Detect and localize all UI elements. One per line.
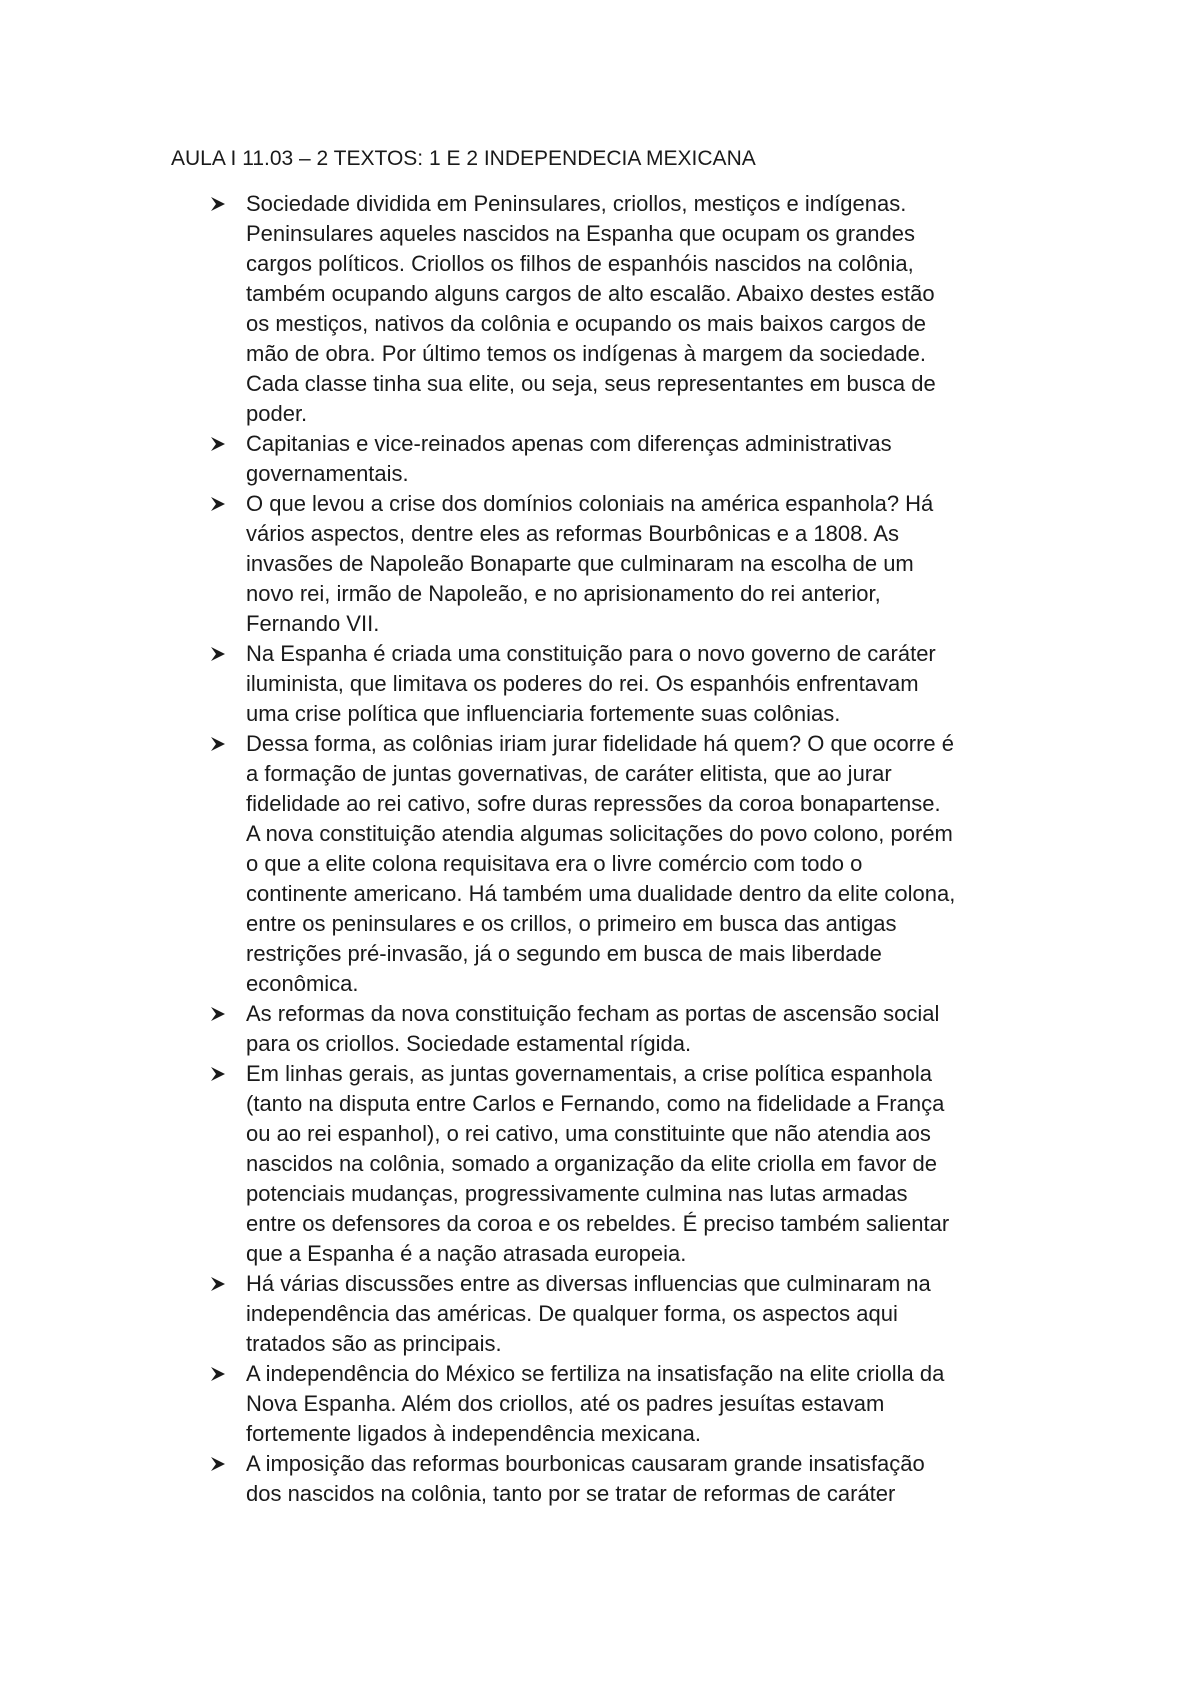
list-item-line: mão de obra. Por último temos os indígenas à margem da sociedade. xyxy=(246,341,926,366)
list-item-line: os mestiços, nativos da colônia e ocupando os mais baixos cargos de xyxy=(246,311,926,336)
list-item-line: A independência do México se fertiliza na insatisfação na elite criolla da xyxy=(246,1361,945,1386)
arrowhead-bullet-icon xyxy=(210,1006,226,1022)
list-item-line: Na Espanha é criada uma constituição para o novo governo de caráter xyxy=(246,641,936,666)
list-item-line: poder. xyxy=(246,401,308,426)
bullet-list xyxy=(210,189,1040,1509)
list-item-line: continente americano. Há também uma dualidade dentro da elite colona, xyxy=(246,881,956,906)
list-item-line: O que levou a crise dos domínios coloniais na américa espanhola? Há xyxy=(246,491,934,516)
list-item-line: uma crise política que influenciaria fortemente suas colônias. xyxy=(246,701,841,726)
list-item-line: fidelidade ao rei cativo, sofre duras repressões da coroa bonapartense. xyxy=(246,791,941,816)
list-item-line: (tanto na disputa entre Carlos e Fernando, como na fidelidade a França xyxy=(246,1091,945,1116)
list-item-line: Capitanias e vice-reinados apenas com diferenças administrativas xyxy=(246,431,892,456)
list-item-line: Dessa forma, as colônias iriam jurar fidelidade há quem? O que ocorre é xyxy=(246,731,955,756)
list-item xyxy=(210,429,1040,489)
arrowhead-bullet-icon xyxy=(210,196,226,212)
list-item-line: o que a elite colona requisitava era o livre comércio com todo o xyxy=(246,851,863,876)
list-item-line: As reformas da nova constituição fecham as portas de ascensão social xyxy=(246,1001,940,1026)
list-item-line: governamentais. xyxy=(246,461,409,486)
list-item-line: restrições pré-invasão, já o segundo em busca de mais liberdade xyxy=(246,941,882,966)
arrowhead-bullet-icon xyxy=(210,1366,226,1382)
list-item-line: Sociedade dividida em Peninsulares, criollos, mestiços e indígenas. xyxy=(246,191,907,216)
list-item-line: entre os peninsulares e os crillos, o primeiro em busca das antigas xyxy=(246,911,897,936)
list-item-line: a formação de juntas governativas, de caráter elitista, que ao jurar xyxy=(246,761,892,786)
list-item-line: para os criollos. Sociedade estamental rígida. xyxy=(246,1031,692,1056)
list-item-line: Em linhas gerais, as juntas governamentais, a crise política espanhola xyxy=(246,1061,933,1086)
list-item-line: novo rei, irmão de Napoleão, e no aprisionamento do rei anterior, xyxy=(246,581,881,606)
list-item-line: A imposição das reformas bourbonicas causaram grande insatisfação xyxy=(246,1451,925,1476)
list-item-line: econômica. xyxy=(246,971,359,996)
list-item-line: vários aspectos, dentre eles as reformas Bourbônicas e a 1808. As xyxy=(246,521,900,546)
arrowhead-bullet-icon xyxy=(210,646,226,662)
list-item-line: A nova constituição atendia algumas solicitações do povo colono, porém xyxy=(246,821,953,846)
list-item-line: dos nascidos na colônia, tanto por se tratar de reformas de caráter xyxy=(246,1481,896,1506)
list-item-line: Peninsulares aqueles nascidos na Espanha que ocupam os grandes xyxy=(246,221,916,246)
list-item-line: Cada classe tinha sua elite, ou seja, seus representantes em busca de xyxy=(246,371,936,396)
list-item xyxy=(210,189,1040,429)
list-item-line: potenciais mudanças, progressivamente culmina nas lutas armadas xyxy=(246,1181,908,1206)
list-item-line: Há várias discussões entre as diversas influencias que culminaram na xyxy=(246,1271,931,1296)
list-item-line: cargos políticos. Criollos os filhos de espanhóis nascidos na colônia, xyxy=(246,251,914,276)
list-item-line: Nova Espanha. Além dos criollos, até os padres jesuítas estavam xyxy=(246,1391,885,1416)
arrowhead-bullet-icon xyxy=(210,736,226,752)
list-item-line: entre os defensores da coroa e os rebeldes. É preciso também salientar xyxy=(246,1211,950,1236)
list-item xyxy=(210,639,1040,729)
list-item xyxy=(210,999,1040,1059)
list-item xyxy=(210,489,1040,639)
list-item-line: ou ao rei espanhol), o rei cativo, uma constituinte que não atendia aos xyxy=(246,1121,931,1146)
document-title: AULA I 11.03 – 2 TEXTOS: 1 E 2 INDEPENDECIA MEXICANA xyxy=(171,147,756,170)
list-item xyxy=(210,1059,1040,1269)
list-item-line: fortemente ligados à independência mexicana. xyxy=(246,1421,701,1446)
list-item-line: invasões de Napoleão Bonaparte que culminaram na escolha de um xyxy=(246,551,914,576)
list-item-line: iluminista, que limitava os poderes do rei. Os espanhóis enfrentavam xyxy=(246,671,919,696)
arrowhead-bullet-icon xyxy=(210,1066,226,1082)
list-item xyxy=(210,1269,1040,1359)
arrowhead-bullet-icon xyxy=(210,496,226,512)
list-item-line: que a Espanha é a nação atrasada europeia. xyxy=(246,1241,687,1266)
list-item xyxy=(210,1359,1040,1449)
list-item xyxy=(210,729,1040,999)
list-item xyxy=(210,1449,1040,1509)
list-item-line: independência das américas. De qualquer forma, os aspectos aqui xyxy=(246,1301,898,1326)
list-item-line: Fernando VII. xyxy=(246,611,380,636)
arrowhead-bullet-icon xyxy=(210,1276,226,1292)
list-item-line: nascidos na colônia, somado a organização da elite criolla em favor de xyxy=(246,1151,937,1176)
arrowhead-bullet-icon xyxy=(210,436,226,452)
arrowhead-bullet-icon xyxy=(210,1456,226,1472)
list-item-line: também ocupando alguns cargos de alto escalão. Abaixo destes estão xyxy=(246,281,935,306)
list-item-line: tratados são as principais. xyxy=(246,1331,502,1356)
